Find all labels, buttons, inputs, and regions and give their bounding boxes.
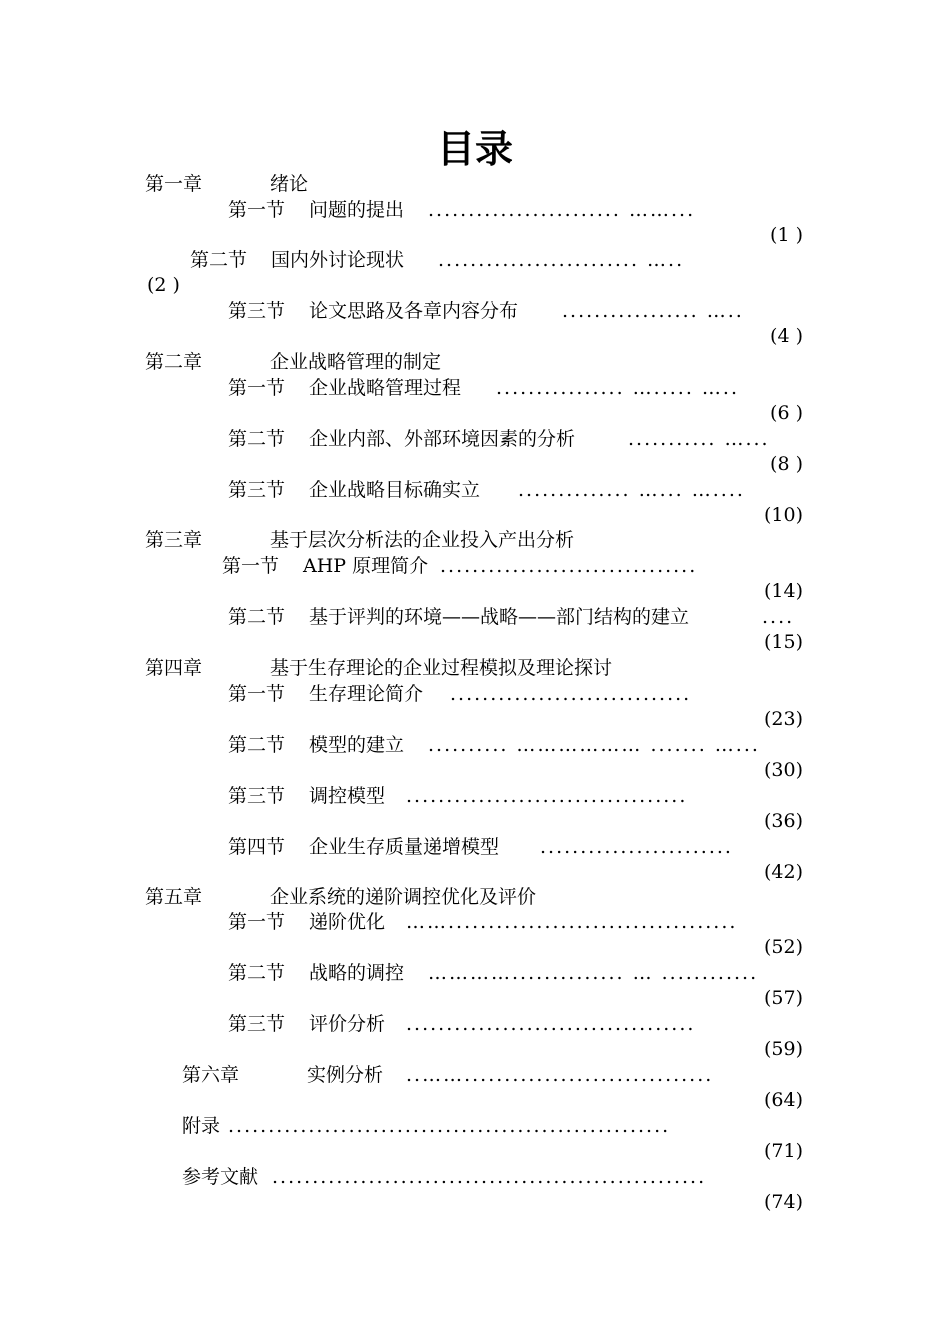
page-number: (36) [763, 810, 803, 832]
page-number: (52) [763, 936, 803, 958]
page-number: (71) [763, 1140, 803, 1162]
chapter-label: 第三章 [145, 529, 203, 551]
chapter-label: 第四章 [145, 657, 203, 679]
toc-entry-5-2 [228, 961, 404, 985]
page-number: (42) [763, 861, 803, 883]
section-label: 第二节 [190, 249, 248, 271]
dot-leader: ........................ [540, 836, 733, 858]
toc-entry-2-3 [228, 478, 480, 502]
section-title: 国内外讨论现状 [271, 249, 405, 271]
dot-leader: .......... ……………… ....... …... [428, 734, 760, 756]
section-label: 第一节 [228, 683, 286, 705]
page-number: (10) [763, 504, 803, 526]
chapter-title: 绪论 [270, 173, 309, 195]
section-label: 第一节 [228, 377, 286, 399]
dot-leader: ................. ….. [562, 300, 744, 322]
page-number: (1 ) [770, 224, 803, 246]
appendix-entry: 附录 [182, 1115, 221, 1137]
page-number: (57) [763, 987, 803, 1009]
section-label: 第三节 [228, 1013, 286, 1035]
dot-leader: ………….............. … ............ [428, 962, 759, 984]
section-label: 第二节 [228, 428, 286, 450]
dot-leader: ................ …..... ….. [496, 377, 739, 399]
page-number: (4 ) [770, 325, 803, 347]
dot-leader: ........... …... [628, 428, 770, 450]
section-label: 第三节 [228, 300, 286, 322]
dot-leader: ......................... ….. [438, 249, 685, 271]
section-title: 企业生存质量递增模型 [309, 836, 500, 858]
section-title: 论文思路及各章内容分布 [309, 300, 519, 322]
chapter-title: 基于层次分析法的企业投入产出分析 [270, 529, 575, 551]
chapter-label: 第二章 [145, 351, 203, 373]
dot-leader: ..……............................... [406, 1064, 714, 1086]
page-number: (64) [763, 1089, 803, 1111]
chapter-title: 企业战略管理的制定 [270, 351, 442, 373]
page-number: (6 ) [770, 402, 803, 424]
toc-entry-2-2 [228, 427, 575, 451]
section-title: 问题的提出 [309, 199, 405, 221]
page-number: (15) [763, 631, 803, 653]
section-label: 第三节 [228, 479, 286, 501]
page-title: 目录 [436, 127, 513, 171]
toc-entry-4-3 [228, 784, 385, 808]
dot-leader: ................................ [440, 555, 698, 577]
page-number: (74) [763, 1191, 803, 1213]
page-number: (23) [763, 708, 803, 730]
dot-leader: ................................... [406, 785, 688, 807]
toc-entry-3-1 [222, 554, 428, 578]
dot-leader: ........................ ……... [428, 199, 696, 221]
chapter-title: 基于生存理论的企业过程模拟及理论探讨 [270, 657, 613, 679]
chapter-title: 企业系统的递阶调控优化及评价 [270, 886, 537, 908]
chapter-1-heading [145, 172, 308, 196]
section-title: 企业内部、外部环境因素的分析 [309, 428, 576, 450]
toc-entry-5-3 [228, 1012, 385, 1036]
section-title: 调控模型 [309, 785, 386, 807]
section-label: 第一节 [228, 911, 286, 933]
chapter-title: 实例分析 [307, 1064, 384, 1086]
section-title: 企业战略管理过程 [309, 377, 462, 399]
dot-leader: ....................................................... [228, 1115, 671, 1137]
toc-entry-4-4 [228, 835, 499, 859]
toc-entry-4-2 [228, 733, 404, 757]
section-title: 评价分析 [309, 1013, 386, 1035]
chapter-4-heading [145, 656, 612, 680]
references-entry: 参考文献 [182, 1166, 259, 1188]
toc-entry-4-1 [228, 682, 423, 706]
page-number: (30) [763, 759, 803, 781]
section-title: AHP 原理简介 [303, 555, 429, 577]
section-label: 第一节 [228, 199, 286, 221]
section-label: 第四节 [228, 836, 286, 858]
dot-leader: .............. …... ….... [518, 479, 745, 501]
section-title: 战略的调控 [309, 962, 405, 984]
toc-entry-5-1 [228, 910, 385, 934]
section-label: 第二节 [228, 734, 286, 756]
toc-entry-1-2 [190, 248, 404, 272]
section-title: 企业战略目标确实立 [309, 479, 481, 501]
dot-leader: .................................... [406, 1013, 696, 1035]
section-label: 第三节 [228, 785, 286, 807]
page-number: (2 ) [147, 274, 180, 296]
section-title: 递阶优化 [309, 911, 386, 933]
section-label: 第一节 [222, 555, 280, 577]
dot-leader: .... [762, 606, 795, 628]
dot-leader: .............................. [450, 683, 692, 705]
chapter-label: 第六章 [182, 1064, 240, 1086]
toc-entry-1-1 [228, 198, 404, 222]
page-number: (59) [763, 1038, 803, 1060]
chapter-3-heading [145, 528, 574, 552]
chapter-label: 第五章 [145, 886, 203, 908]
dot-leader: …….................................... [406, 911, 738, 933]
chapter-6-heading [182, 1063, 383, 1087]
section-label: 第二节 [228, 606, 286, 628]
chapter-2-heading [145, 350, 441, 374]
chapter-label: 第一章 [145, 173, 203, 195]
section-title: 生存理论简介 [309, 683, 424, 705]
page-number: (8 ) [770, 453, 803, 475]
section-title: 基于评判的环境——战略——部门结构的建立 [309, 606, 690, 628]
toc-entry-1-3 [228, 299, 518, 323]
chapter-5-heading [145, 885, 536, 909]
toc-entry-2-1 [228, 376, 461, 400]
dot-leader: ...................................................... [272, 1166, 707, 1188]
section-title: 模型的建立 [309, 734, 405, 756]
toc-entry-3-2 [228, 605, 689, 629]
section-label: 第二节 [228, 962, 286, 984]
page-number: (14) [763, 580, 803, 602]
